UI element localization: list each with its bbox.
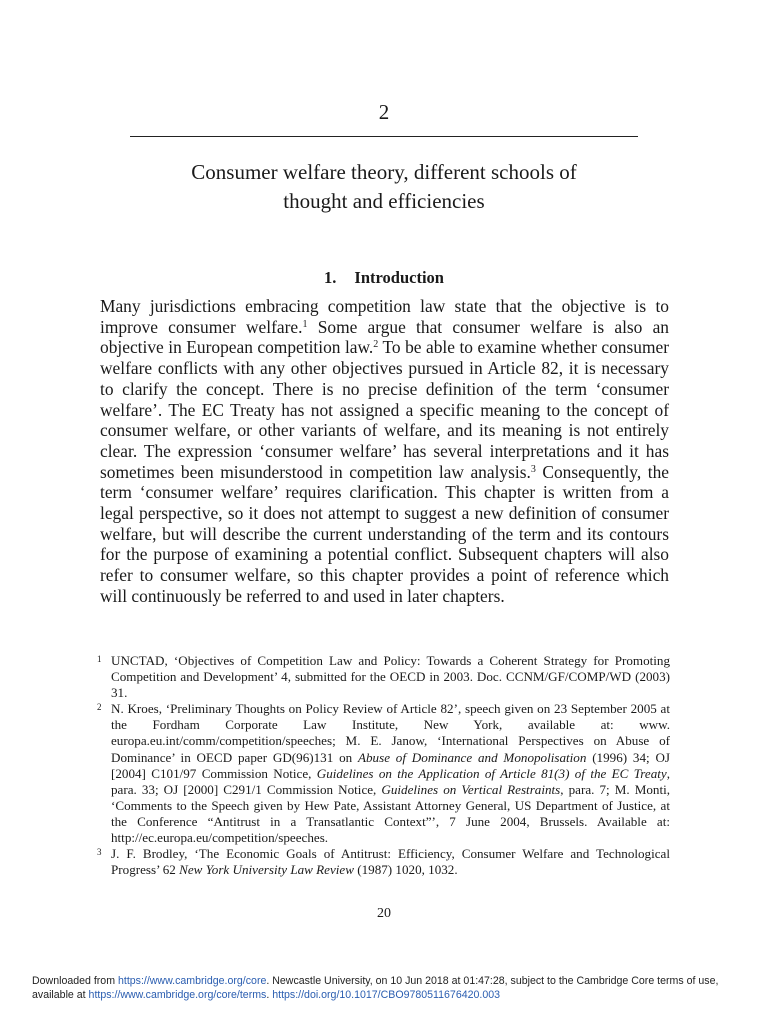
chapter-title-line-1: Consumer welfare theory, different schools of xyxy=(191,160,577,184)
footnote-2-italic-3: Guidelines on Vertical Restraints xyxy=(381,781,561,797)
section-heading xyxy=(0,268,768,288)
footnote-ref-1[interactable]: 1 xyxy=(302,318,308,330)
footnote-3 xyxy=(97,846,670,878)
footnote-2-part-1: N. Kroes, ‘Preliminary Thoughts on Policy Review of Article 82’, speech given on 23 September 2005 at the Fordham Corporate Law Institute, New York, available at: www. europa.eu.int/comm/competition/speeches; M. E. Janow, ‘International Perspectives on Abuse of Dominance’ in OECD paper GD(96)131 on xyxy=(111,701,670,765)
body-sentence-1: Many jurisdictions embracing competition law state that the objective is to improve consumer welfare. xyxy=(100,296,669,337)
section-title: Introduction xyxy=(354,268,444,287)
footnote-text-3 xyxy=(111,846,670,877)
footnote-3-part-1: J. F. Brodley, ‘The Economic Goals of Antitrust: Efficiency, Consumer Welfare and Technological Progress’ 62 xyxy=(111,846,670,878)
footnote-2-part-2: (1996) 34; OJ [2004] C101/97 Commission Notice, xyxy=(111,749,671,781)
footnote-text-2 xyxy=(111,701,670,845)
chapter-title-line-2: thought and efficiencies xyxy=(283,189,485,213)
footnote-ref-2[interactable]: 2 xyxy=(373,339,379,351)
page-number: 20 xyxy=(377,906,391,921)
footnote-2-italic-1: Abuse of Dominance and Monopolisation xyxy=(358,749,587,765)
download-note xyxy=(32,975,752,1002)
chapter-number: 2 xyxy=(378,100,390,124)
body-sentence-3: To be able to examine whether consumer welfare conflicts with any other objectives pursued in Article 82, it is necessary to clarify the concept. There is no precise definition of the term ‘consumer welfare’. The EC Treaty has not assigned a specific meaning to the concept of consumer welfare, or other variants of welfare, and its meaning is not entirely clear. The expression ‘consumer welfare’ has several interpretations and it has sometimes been misunderstood in competition law analysis. xyxy=(100,337,669,482)
download-note-text-3: . xyxy=(266,988,273,1001)
cambridge-core-link[interactable]: https://www.cambridge.org/core xyxy=(117,975,267,987)
body-sentence-2: Some argue that consumer welfare is also an objective in European competition law. xyxy=(100,316,669,358)
footnotes xyxy=(97,653,670,878)
section-number: 1. xyxy=(324,268,337,287)
body-paragraph xyxy=(100,296,669,607)
footnote-2-part-4: , para. 7; M. Monti, ‘Comments to the Speech given by Hew Pate, Assistant Attorney General, US Department of Justice, at the Conference “Antitrust in a Transatlantic Context”’, 7 June 2004, Brussels. Available at: http://ec.europa.eu/competition/speeches. xyxy=(111,781,670,846)
chapter-rule xyxy=(130,136,638,137)
body-sentence-4: Consequently, the term ‘consumer welfare’ requires clarification. This chapter is written from a legal perspective, so it does not attempt to suggest a new definition of consumer welfare, but will describe the current understanding of the term and its contours for the purpose of examining a potential conflict. Subsequent chapters will also refer to consumer welfare, so this chapter provides a point of reference which will continuously be referred to and used in later chapters. xyxy=(100,461,669,606)
footnote-1 xyxy=(97,653,670,701)
download-note-text-1: Downloaded from xyxy=(32,975,118,987)
footnote-2-italic-2: Guidelines on the Application of Article 81(3) of the EC Treaty xyxy=(316,765,667,781)
footnote-2-part-3: , para. 33; OJ [2000] C291/1 Commission Notice, xyxy=(111,765,670,797)
footnote-mark-3: 3 xyxy=(97,847,102,858)
footnote-3-italic-1: New York University Law Review xyxy=(179,862,354,878)
chapter-title xyxy=(100,158,668,216)
footnote-ref-3[interactable]: 3 xyxy=(530,463,536,475)
download-note-text-2: . Newcastle University, on 10 Jun 2018 at 01:47:28, subject to the Cambridge Core terms of use, available at xyxy=(32,975,719,1001)
doi-link[interactable]: https://doi.org/10.1017/CBO9780511676420.003 xyxy=(272,988,500,1001)
footnote-mark-2: 2 xyxy=(97,702,102,713)
terms-link[interactable]: https://www.cambridge.org/core/terms xyxy=(88,988,267,1001)
footnote-3-part-2: (1987) 1020, 1032. xyxy=(353,862,458,878)
footnote-mark-1: 1 xyxy=(97,654,102,664)
footnote-2 xyxy=(97,701,670,846)
footnote-text-1: UNCTAD, ‘Objectives of Competition Law and Policy: Towards a Coherent Strategy for Promoting Competition and Development’ 4, submitted for the OECD in 2003. Doc. CCNM/GF/COMP/WD (2003) 31. xyxy=(111,653,670,701)
